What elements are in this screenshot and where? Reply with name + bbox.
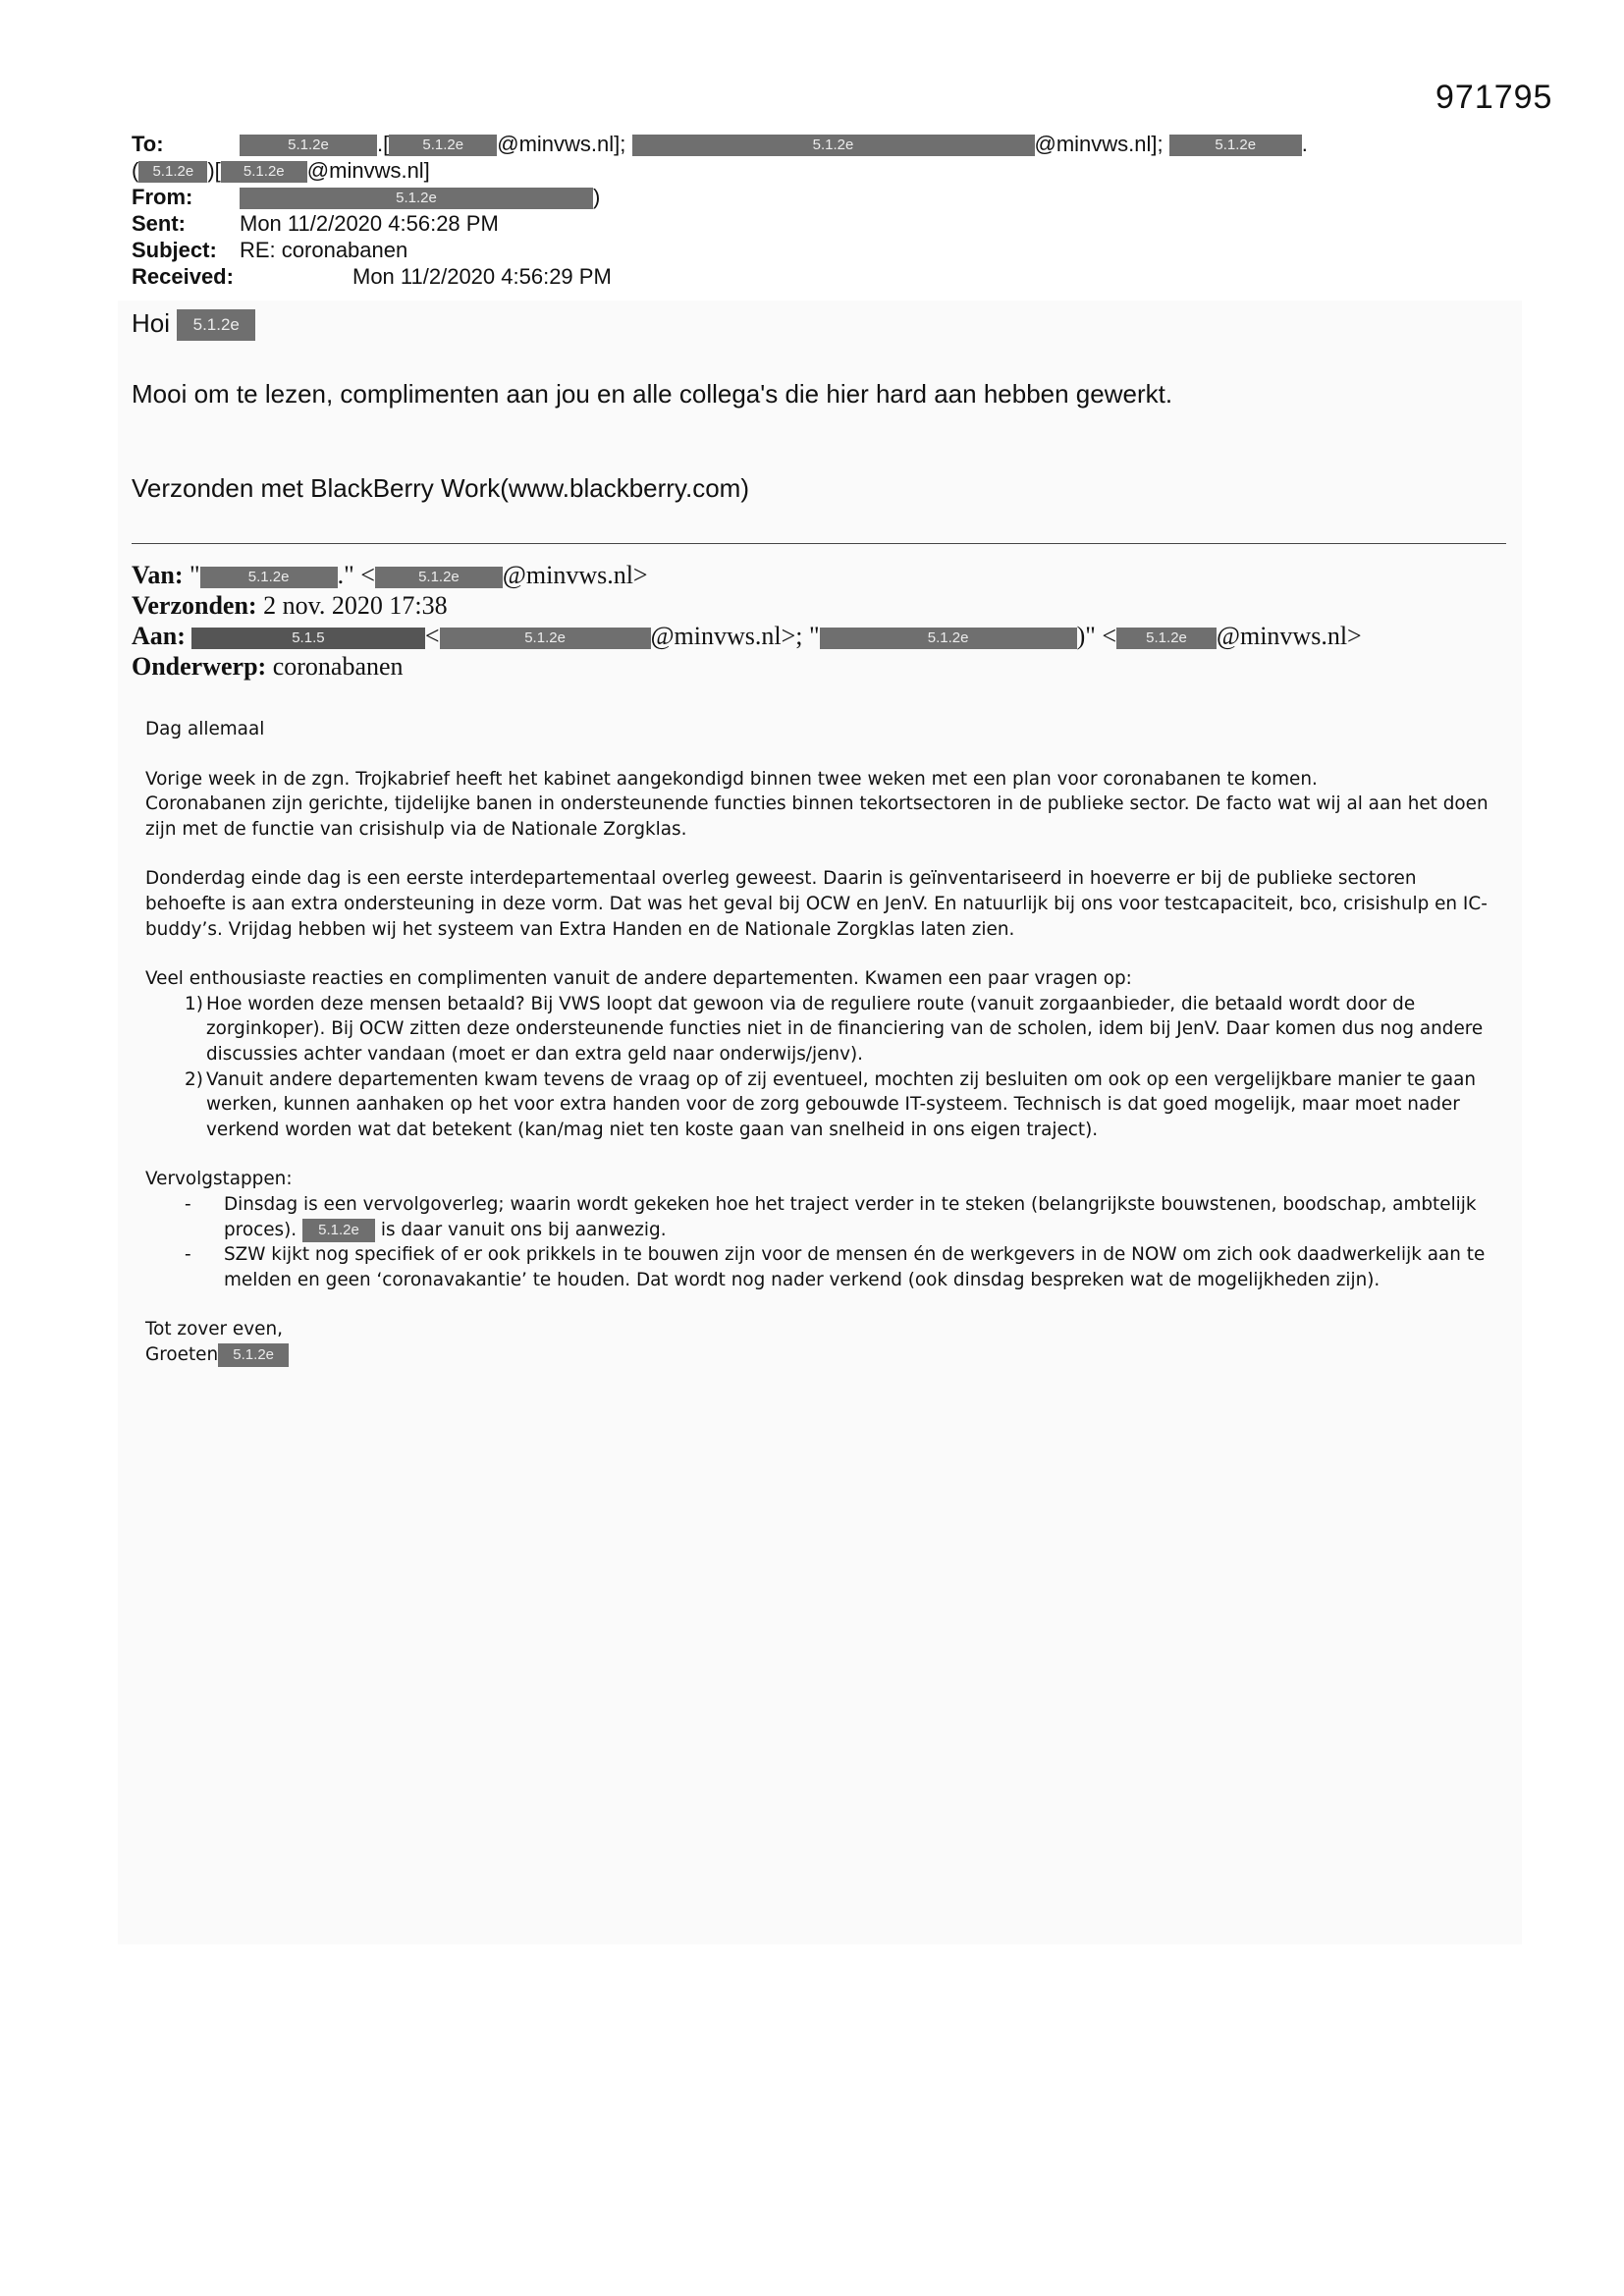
van-part: @minvws.nl> <box>502 561 648 589</box>
from-row <box>132 184 1506 210</box>
original-header <box>132 560 1362 682</box>
onderwerp-label: Onderwerp: <box>132 652 267 681</box>
paragraph: Coronabanen zijn gerichte, tijdelijke banen in ondersteunende functies binnen tekortsectoren in de publieke sector. De facto wat wij al aan het doen zijn met de functie van crisishulp via de Nationale Zorgklas. <box>145 793 1489 840</box>
verzonden-row <box>132 590 1362 621</box>
subject-label: Subject: <box>132 238 217 262</box>
redaction-box: 5.1.2e <box>221 161 307 183</box>
sent-row <box>132 210 1506 237</box>
onderwerp-row <box>132 651 1362 682</box>
redaction-box: 5.1.2e <box>440 628 651 649</box>
verzonden-value: 2 nov. 2020 17:38 <box>263 591 448 620</box>
list-text: Hoe worden deze mensen betaald? Bij VWS loopt dat gewoon via de reguliere route (vanuit zorgaanbieder, die betaald wordt door de zorginkoper). Bij OCW zitten deze ondersteunende functies niet in de financiering van de scholen, idem bij JenV. Daar komen dus nog andere discussies achter vandaan (moet er dan extra geld naar onderwijs/jenv). <box>206 993 1484 1065</box>
next-steps-label: Vervolgstappen: <box>145 1169 293 1190</box>
redaction-box: 5.1.2e <box>820 628 1077 649</box>
van-row <box>132 560 1362 590</box>
redaction-box: 5.1.2e <box>632 135 1035 156</box>
redaction-box: 5.1.2e <box>240 188 593 209</box>
list-bullet: - <box>185 1244 191 1266</box>
list-bullet: - <box>185 1193 191 1215</box>
to-separator: . <box>1301 132 1308 156</box>
aan-row <box>132 621 1362 651</box>
step-text: Dinsdag is een vervolgoverleg; waarin wordt gekeken hoe het traject verder in te steken (belangrijkste bouwstenen, boodschap, ambtelijk proces). <box>224 1193 1477 1240</box>
greeting <box>132 308 255 341</box>
salutation: Dag allemaal <box>145 719 265 739</box>
aan-part: < <box>424 622 440 650</box>
redaction-box: 5.1.2e <box>200 567 338 588</box>
redaction-box: 5.1.2e <box>177 309 255 341</box>
list-text: SZW kijkt nog specifiek of er ook prikkels in te bouwen zijn voor de mensen én de werkgevers in de NOW om zich ook daadwerkelijk aan te melden en geen ‘coronavakantie’ te houden. Dat wordt nog nader verkend (ook dinsdag bespreken wat de mogelijkheden zijn). <box>224 1244 1486 1290</box>
document-id: 971795 <box>1435 79 1553 116</box>
redaction-box: 5.1.2e <box>389 135 497 156</box>
list-number: 2) <box>185 1068 203 1090</box>
step-text: is daar vanuit ons bij aanwezig. <box>380 1219 667 1240</box>
from-label: From: <box>132 185 193 209</box>
redaction-box: 5.1.2e <box>302 1219 375 1242</box>
to-label: To: <box>132 132 164 156</box>
original-body <box>145 717 1500 1367</box>
redaction-box: 5.1.2e <box>240 135 377 156</box>
van-label: Van: <box>132 561 184 589</box>
sent-value: Mon 11/2/2020 4:56:28 PM <box>240 211 499 236</box>
greeting-text: Hoi <box>132 308 171 338</box>
list-item <box>145 1067 1500 1143</box>
closing: Tot zover even, <box>145 1319 283 1340</box>
redaction-box: 5.1.5 <box>191 628 425 649</box>
to-domain: @minvws.nl]; <box>1034 132 1164 156</box>
received-label: Received: <box>132 264 234 289</box>
redaction-box: 5.1.2e <box>218 1343 289 1367</box>
closing-text: Groeten <box>145 1343 219 1365</box>
redaction-box: 5.1.2e <box>138 161 207 183</box>
list-text <box>224 1192 1500 1242</box>
list-item <box>145 1242 1500 1292</box>
redaction-box: 5.1.2e <box>1169 135 1302 156</box>
van-part: ." < <box>337 561 375 589</box>
to-separator: ( <box>132 158 139 183</box>
received-row <box>132 263 1506 290</box>
divider <box>132 543 1506 544</box>
list-item <box>145 992 1500 1067</box>
list-item <box>145 1192 1500 1242</box>
paragraph: Donderdag einde dag is een eerste interdepartementaal overleg geweest. Daarin is geïnventariseerd in hoeverre er bij de publieke sectoren behoefte is aan extra ondersteuning in deze vorm. Dat was het geval bij OCW en JenV. En natuurlijk bij ons voor testcapaciteit, bco, crisishulp en IC-buddy’s. Vrijdag hebben wij het systeem van Extra Handen en de Nationale Zorgklas laten zien. <box>145 868 1488 940</box>
closing <box>145 1342 1500 1368</box>
list-text: Vanuit andere departementen kwam tevens de vraag op of zij eventueel, mochten zij besluiten om ook op een vergelijkbare manier te gaan werken, kunnen aanhaken op het voor extra handen voor de zorg gebouwde IT-systeem. Technisch is dat goed mogelijk, maar moet nader verkend worden wat dat betekent (kan/mag niet ten koste gaan van snelheid in ons eigen traject). <box>206 1068 1477 1140</box>
paragraph: Vorige week in de zgn. Trojkabrief heeft het kabinet aangekondigd binnen twee weken met een plan voor coronabanen te komen. <box>145 768 1318 790</box>
to-domain: @minvws.nl] <box>306 158 430 183</box>
aan-part: @minvws.nl> <box>1217 622 1362 650</box>
paragraph: Veel enthousiaste reacties en complimenten vanuit de andere departementen. Kwamen een paar vragen op: <box>145 968 1132 990</box>
subject-value: RE: coronabanen <box>240 238 408 262</box>
verzonden-label: Verzonden: <box>132 591 257 620</box>
received-value: Mon 11/2/2020 4:56:29 PM <box>352 264 612 289</box>
list-number: 1) <box>185 993 203 1014</box>
onderwerp-value: coronabanen <box>272 652 404 681</box>
reply-header <box>132 131 1506 290</box>
subject-row <box>132 237 1506 263</box>
to-row-continued <box>132 157 1506 184</box>
reply-signature: Verzonden met BlackBerry Work(www.blackberry.com) <box>132 473 750 503</box>
to-separator: .[ <box>377 132 390 156</box>
sent-label: Sent: <box>132 211 186 236</box>
aan-label: Aan: <box>132 622 186 650</box>
redaction-box: 5.1.2e <box>375 567 503 588</box>
aan-part: @minvws.nl>; " <box>650 622 820 650</box>
aan-part: )" < <box>1076 622 1117 650</box>
to-row <box>132 131 1506 157</box>
to-domain: @minvws.nl]; <box>497 132 626 156</box>
to-separator: )[ <box>207 158 221 183</box>
redaction-box: 5.1.2e <box>1116 628 1217 649</box>
reply-paragraph: Mooi om te lezen, complimenten aan jou en alle collega's die hier hard aan hebben gewerkt. <box>132 379 1173 409</box>
van-part: " <box>189 561 200 589</box>
from-tail: ) <box>593 185 601 209</box>
